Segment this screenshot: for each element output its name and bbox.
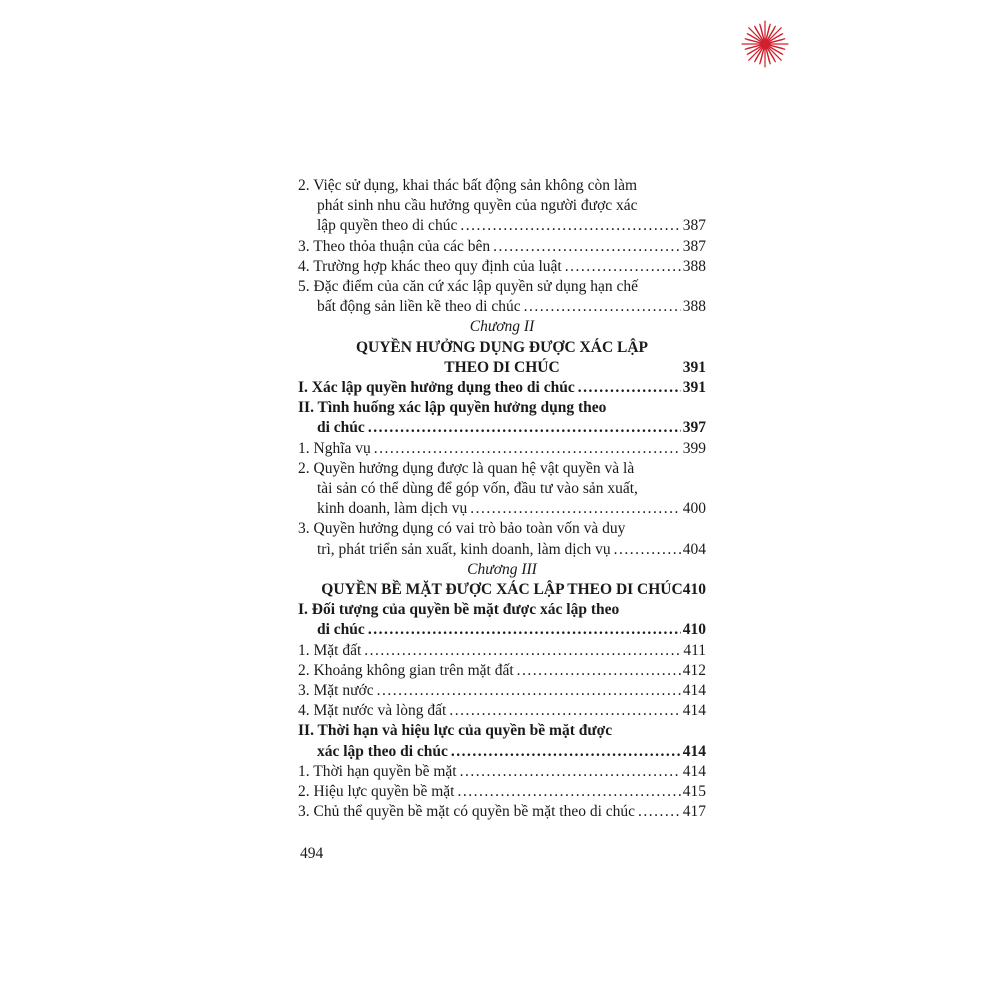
toc-page-ref: 412 xyxy=(682,661,706,679)
toc-line xyxy=(298,317,706,337)
dot-leader xyxy=(638,802,681,822)
toc-entry-text: 1. Nghĩa vụ xyxy=(298,439,371,457)
toc-entry xyxy=(298,782,706,802)
toc-page-ref: 399 xyxy=(682,439,706,457)
toc-line xyxy=(298,681,706,701)
dot-leader xyxy=(374,439,681,459)
toc-line xyxy=(298,237,706,257)
toc-line xyxy=(298,721,706,741)
toc-entry-text: tài sản có thể dùng để góp vốn, đầu tư vào sản xuất, xyxy=(317,480,638,498)
toc-entry-text: 3. Chủ thể quyền bề mặt có quyền bề mặt theo di chúc xyxy=(298,803,636,821)
toc-line xyxy=(317,742,706,762)
dot-leader xyxy=(377,681,681,701)
toc-entry-text: I. Xác lập quyền hưởng dụng theo di chúc xyxy=(298,379,575,397)
toc-line xyxy=(298,580,706,600)
toc-entry-text: trì, phát triển sản xuất, kinh doanh, làm dịch vụ xyxy=(317,540,611,558)
toc-entry-text: 3. Quyền hưởng dụng có vai trò bảo toàn vốn và duy xyxy=(298,520,626,538)
toc-entry xyxy=(298,519,706,559)
toc-page-ref: 414 xyxy=(682,702,706,720)
toc-page-ref: 391 xyxy=(682,358,706,376)
toc-entry xyxy=(298,317,706,337)
toc-line xyxy=(317,620,706,640)
toc-line xyxy=(298,277,706,297)
toc-entry xyxy=(298,721,706,761)
toc-entry-text: 3. Mặt nước xyxy=(298,682,374,700)
toc-entry xyxy=(298,802,706,822)
toc-entry xyxy=(298,580,706,600)
toc-entry-text: 2. Quyền hưởng dụng được là quan hệ vật quyền và là xyxy=(298,459,635,477)
toc-line xyxy=(298,459,706,479)
toc-entry-text: QUYỀN BỀ MẶT ĐƯỢC XÁC LẬP THEO DI CHÚC xyxy=(321,581,683,599)
toc-entry xyxy=(298,600,706,640)
toc-entry xyxy=(298,762,706,782)
toc-entry-text: Chương III xyxy=(467,560,537,578)
dot-leader xyxy=(460,216,680,236)
toc-line xyxy=(298,802,706,822)
toc-line xyxy=(298,782,706,802)
toc-page-ref: 397 xyxy=(682,419,706,437)
toc-entry-text: 2. Khoảng không gian trên mặt đất xyxy=(298,661,514,679)
dot-leader xyxy=(451,742,681,762)
toc-entry xyxy=(298,257,706,277)
toc-entry xyxy=(298,398,706,438)
table-of-contents xyxy=(298,176,706,823)
dot-leader xyxy=(524,297,681,317)
toc-entry-text: di chúc xyxy=(317,621,365,639)
toc-line xyxy=(298,358,706,378)
toc-entry xyxy=(298,439,706,459)
toc-line xyxy=(317,418,706,438)
toc-page-ref: 410 xyxy=(682,581,706,599)
dot-leader xyxy=(578,378,681,398)
toc-line xyxy=(298,560,706,580)
toc-line xyxy=(317,499,706,519)
toc-entry-text: kinh doanh, làm dịch vụ xyxy=(317,500,468,518)
toc-line xyxy=(298,439,706,459)
toc-entry xyxy=(298,277,706,317)
toc-entry xyxy=(298,661,706,681)
toc-page-ref: 391 xyxy=(682,379,706,397)
toc-entry-text: bất động sản liền kề theo di chúc xyxy=(317,298,521,316)
toc-line xyxy=(317,196,706,216)
toc-entry-text: xác lập theo di chúc xyxy=(317,742,448,760)
toc-line xyxy=(298,398,706,418)
toc-entry-text: phát sinh nhu cầu hưởng quyền của người được xác xyxy=(317,197,638,215)
dot-leader xyxy=(460,762,681,782)
toc-entry-text: THEO DI CHÚC xyxy=(444,358,560,376)
toc-line xyxy=(317,479,706,499)
toc-entry xyxy=(298,641,706,661)
dot-leader xyxy=(517,661,681,681)
toc-page-ref: 414 xyxy=(682,742,706,760)
toc-entry-text: di chúc xyxy=(317,419,365,437)
toc-page-ref: 411 xyxy=(683,641,706,659)
toc-line xyxy=(298,701,706,721)
toc-page-ref: 388 xyxy=(682,257,706,275)
toc-page-ref: 387 xyxy=(682,217,706,235)
toc-page-ref: 400 xyxy=(682,500,706,518)
dot-leader xyxy=(493,237,681,257)
toc-page-ref: 414 xyxy=(682,762,706,780)
toc-entry-text: II. Thời hạn và hiệu lực của quyền bề mặt được xyxy=(298,722,613,740)
toc-page-ref: 414 xyxy=(682,682,706,700)
toc-entry xyxy=(298,237,706,257)
toc-entry xyxy=(298,338,706,378)
toc-entry-text: 4. Trường hợp khác theo quy định của luật xyxy=(298,257,562,275)
toc-page-ref: 404 xyxy=(682,540,706,558)
dot-leader xyxy=(364,641,681,661)
toc-line xyxy=(298,257,706,277)
toc-entry-text: QUYỀN HƯỞNG DỤNG ĐƯỢC XÁC LẬP xyxy=(355,338,649,356)
toc-line xyxy=(317,297,706,317)
dot-leader xyxy=(449,701,680,721)
dot-leader xyxy=(368,418,681,438)
toc-entry xyxy=(298,459,706,520)
toc-entry xyxy=(298,176,706,237)
toc-entry xyxy=(298,681,706,701)
toc-page-ref: 415 xyxy=(682,783,706,801)
toc-line xyxy=(317,216,706,236)
toc-line xyxy=(298,338,706,358)
starburst-emblem-icon xyxy=(740,18,790,70)
toc-line xyxy=(298,661,706,681)
toc-entry-text: Chương II xyxy=(469,318,535,336)
toc-page-ref: 410 xyxy=(682,621,706,639)
toc-entry xyxy=(298,701,706,721)
toc-line xyxy=(298,600,706,620)
toc-entry-text: II. Tình huống xác lập quyền hưởng dụng theo xyxy=(298,399,607,417)
toc-line xyxy=(317,540,706,560)
toc-line xyxy=(298,519,706,539)
toc-entry-text: 4. Mặt nước và lòng đất xyxy=(298,702,447,720)
toc-page-ref: 387 xyxy=(682,237,706,255)
toc-entry-text: 5. Đặc điểm của căn cứ xác lập quyền sử dụng hạn chế xyxy=(298,278,639,296)
toc-entry-text: 2. Việc sử dụng, khai thác bất động sản không còn làm xyxy=(298,177,638,194)
toc-line xyxy=(298,641,706,661)
dot-leader xyxy=(614,540,681,560)
toc-page-ref: 388 xyxy=(682,298,706,316)
dot-leader xyxy=(470,499,681,519)
page-number: 494 xyxy=(300,845,324,862)
toc-entry xyxy=(298,378,706,398)
toc-entry-text: 1. Thời hạn quyền bề mặt xyxy=(298,762,457,780)
toc-line xyxy=(298,378,706,398)
toc-page-ref: 417 xyxy=(682,803,706,821)
toc-entry-text: 2. Hiệu lực quyền bề mặt xyxy=(298,783,455,801)
toc-entry-text: 1. Mặt đất xyxy=(298,641,362,659)
dot-leader xyxy=(565,257,681,277)
dot-leader xyxy=(368,620,681,640)
toc-entry-text: lập quyền theo di chúc xyxy=(317,217,458,235)
toc-line xyxy=(298,176,706,196)
toc-entry-text: I. Đối tượng của quyền bề mặt được xác lập theo xyxy=(298,601,620,619)
publisher-logo xyxy=(740,18,790,70)
dot-leader xyxy=(457,782,680,802)
toc-entry-text: 3. Theo thỏa thuận của các bên xyxy=(298,237,491,255)
toc-entry xyxy=(298,560,706,580)
toc-line xyxy=(298,762,706,782)
